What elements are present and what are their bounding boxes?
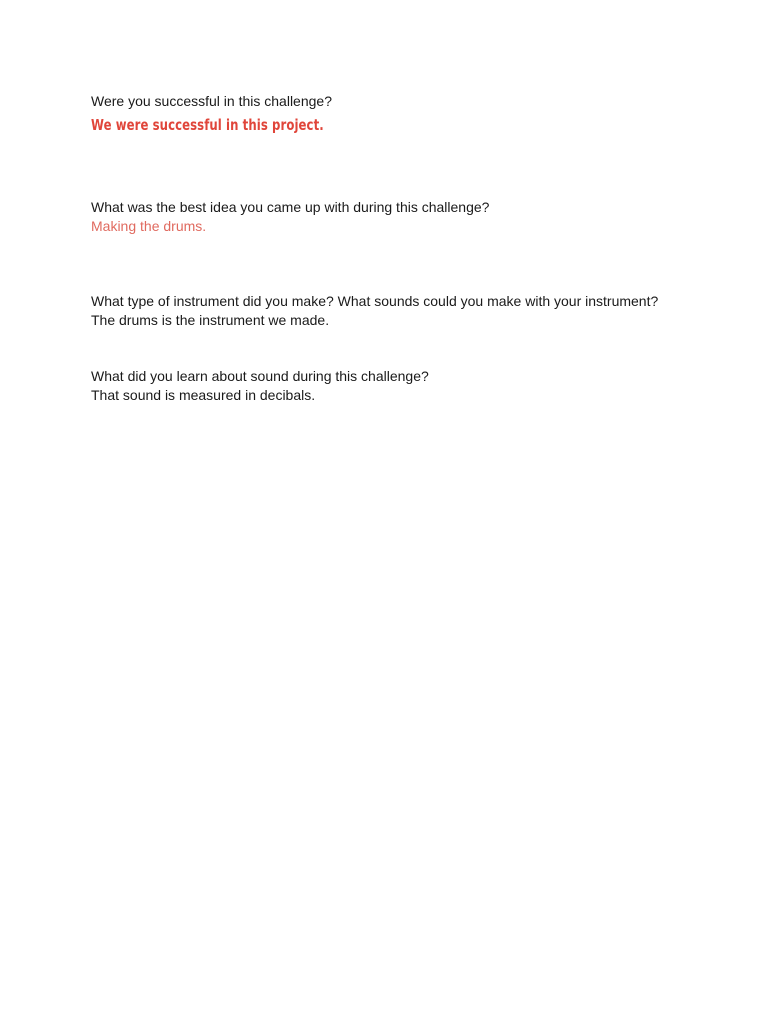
answer-1: We were successful in this project. [91,116,324,134]
answer-3: The drums is the instrument we made. [91,312,330,328]
answer-2: Making the drums. [91,218,207,234]
question-1: Were you successful in this challenge? [91,93,332,109]
question-2: What was the best idea you came up with during this challenge? [91,199,490,215]
question-3: What type of instrument did you make? What sounds could you make with your instrument? [91,293,659,309]
answer-4: That sound is measured in decibals. [91,387,316,403]
question-4: What did you learn about sound during this challenge? [91,368,429,384]
